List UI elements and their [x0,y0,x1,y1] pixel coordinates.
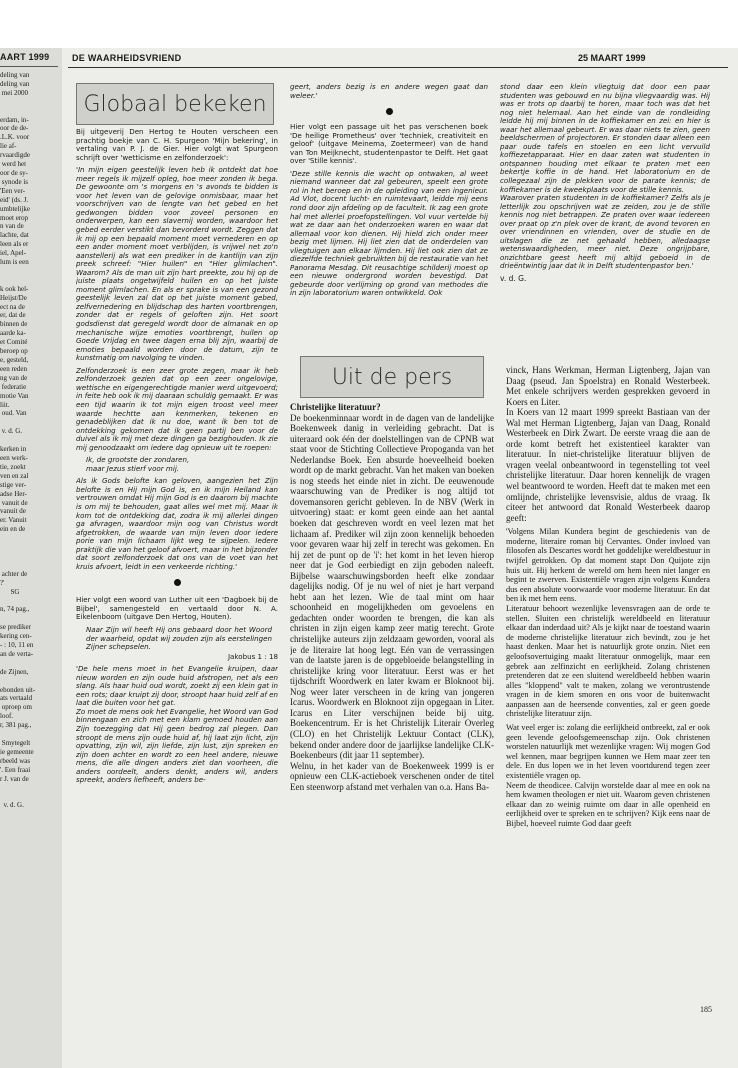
header-rule [68,67,728,68]
right-bottom-column [506,365,710,1005]
stille-kennis-quote-continuation: stond daar een klein vliegtuig dat door een paar studenten was gebouwd en nu bijna vliegvaardig was. Hij was er trots op daarbij te horen, maar toch was dat het nog niet helemaal. Aan het einde van de rondleiding leidde hij mij binnen in de koffiekamer en zei: en hier is waar het allemaal gebeurt. Er was daar niets te zien, geen beeldschermen of projectoren. Er stonden daar alleen een paar oude tafels en stoelen en een licht vervuild koffiezetapparaat. Hier en daar zaten wat studenten in ontspannen houding met elkaar te praten met een bekertje koffie in de hand. Het laboratorium en de collegezaal zijn de plekken voor de parate kennis; de koffiekamer is de kweekplaats voor de stille kennis. Waarover praten studenten in de koffiekamer? Zelfs als je letterlijk zou opschrijven wat ze zeiden, zou je de stille kennis nog niet betrappen. Ze praten over waar iedereen over praat op z'n plek over de krant, de avond tevoren en over vriendinnen en vrienden, over de studie en de uitslagen die ze net gehaald hebben, alledaagse wetenswaardigheden, meer niet. Deze ongrijpbare, onzichtbare geest heeft mij altijd geboeid in de drieëntwintig jaar dat ik in Delft studentenpastor ben.' [500,83,710,271]
section-separator-dot [174,579,181,586]
publication-name: DE WAARHEIDSVRIEND [72,53,182,63]
westerbeek-quote-tail: Wat veel erger is: zolang die eerlijkheid ontbreekt, zal er ook geen levende geloofsgemeenschap zijn. Ook christenen worstelen natuurlijk met wezenlijke vragen: Wij mogen God wel kennen, maar begrijpen kunnen we Hem maar zeer ten dele. En dus lopen we in het leven voortdurend tegen zeer existentiële vragen op. Neem de theodicee. Calvijn worstelde daar al mee en ook na hem kwamen theologen er niet uit. Waarom geven christenen elkaar dan zo weinig ruimte om daar in alle openheid en eerlijkheid over te spreken en te schrijven? Kijk eens naar de Bijbel, hoeveel ruimte God daar geeft [506,723,710,829]
section-separator-dot [386,108,393,115]
luther-verse: Naar Zijn wil heeft Hij ons gebaard door het Woord der waarheid, opdat wij zouden zijn als eerstelingen Zijner schepselen. [86,624,272,652]
globaal-bekeken-title: Globaal bekeken [76,83,274,125]
westerbeek-quote: 'Volgens Milan Kundera begint de geschiedenis van de moderne, literaire roman bij Cervantes. Onder invloed van filosofen als Descartes wordt het goddelijke wereldbestuur in twijfel getrokken. Op dat moment stapt Don Quijote zijn huis uit. Hij herkent de wereld om hem heen niet langer en begint te zwerven. Existentiële vragen zijn volgens Kundera dus een absolute voorwaarde voor moderne literatuur. En dat ben ik met hem eens. Literatuur behoort wezenlijke levensvragen aan de orde te stellen. Sluiten een christelijk wereldbeeld en literatuur elkaar dan inderdaad uit? Als je kijkt naar de toestand waarin de moderne christelijke literatuur zich bevindt, zou je het haast denken. Maar het is natuurlijk grote onzin. Niet een geloofsovertuiging maakt literatuur onmogelijk, maar een gebrek aan zelfinzicht en eerlijkheid. Zolang christenen pretenderen dat ze een sluitend wereldbeeld hebben waarin alles "kloppend" valt te maken, zolang we verontrustende vragen in de kiem smoren en ons voor de buitenwacht aanpassen aan de heersende conventies, zal er geen goede christelijke literatuur zijn. [506,527,710,719]
luther-verse-reference: Jakobus 1 : 18 [227,651,278,661]
previous-page-rule [0,66,58,67]
globaal-column [76,128,278,1008]
luther-intro: Hier volgt een woord van Luther uit een 'Dagboek bij de Bijbel', samengesteld en vertaald door N. A. Eikelenboom (uitgave Den Hertog, Houten). [76,595,278,622]
uit-de-pers-column [290,402,494,1007]
article-continuation: vinck, Hans Werkman, Herman Ligtenberg, Jajan van Daag (pseud. Jan Spoelstra) en Ronald Westerbeek. Met enkele schrijvers werden gesprekken gevoerd in Koers en Liter. In Koers van 12 maart 1999 spreekt Bastiaan van der Wal met Herman Ligtenberg, Jajan van Daag, Ronald Westerbeek en Dirk Zwart. De eerste vraag die aan de orde komt betreft het existentieel karakter van literatuur. In niet-christelijke literatuur blijven de vragen veelal onbeantwoord in tegenstelling tot veel christelijke literatuur. Daar horen kennelijk de vragen wel beantwoord te worden. Heeft dat te maken met een omlijnde, christelijke levensvisie, aldus de vraag. Ik citeer het antwoord dat Ronald Westerbeek daarop geeft: [506,365,710,523]
stille-kennis-quote: 'Deze stille kennis die wacht op ontwaken, al weet niemand wanneer dat zal gebeuren, speelt een grote rol in het beroep en in de opleiding van een ingenieur. Ad Vlot, docent lucht- en ruimtevaart, leidde mij eens rond door zijn afdeling op de faculteit. Ik zag een grote hal met allerlei proefopstellingen. Vol vuur vertelde hij wat ze daar aan het onderzoeken waren en waar dat allemaal voor kon dienen. Hij hield zich onder meer bezig met lijmen. Hij liet zien dat de onderdelen van vliegtuigen aan elkaar lijmden. Hij liet ook zien dat ze diezelfde techniek gebruikten bij de restauratie van het Panorama Mesdag. Dit reusachtige schilderij moest op een nieuwe ondergrond worden bevestigd. Dat gebeurde door verlijming op grond van methodes die in zijn laboratorium waren ontwikkeld. Ook [290,168,488,298]
right-top-column [500,83,710,351]
author-signature: v. d. G. [500,274,527,284]
previous-page-date: AART 1999 [0,52,50,62]
page-number: 185 [700,1005,712,1014]
article-body: De boekenminnaar wordt in de dagen van de landelijke Boekenweek danig in verleiding gebracht. Dat is uiteraard ook één der doelstellingen van de CPNB wat staat voor de Stichting Collectieve Propoganda van het Nederlandse Boek. Een absurde hoeveelheid boeken wordt op de markt gebracht. Van het maken van boeken is nog steeds het einde niet in zicht. De eeuwenoude waarschuwing van de Prediker is nog altijd tot dovemansoren gericht gebleven. In de NBV (Werk in uitvoering) staat: er komt geen einde aan het aantal boeken dat geschreven wordt en veel lezen mat het lichaam af. Prediker wil zijn zoon kennelijk behoeden voor gevaren waar hij zelf in terecht was gekomen. En hij zet de punt op de 'i': het komt in het leven hierop neer dat je God eerbiedigt en zijn geboden naleeft. Bijbelse waarschuwingsborden heeft elke zondaar dagelijks nodig. Of je nu wel of niet je hart verpand hebt aan het lezen. Wie de taal mint om haar schoonheid en mogelijkheden om gevoelens en gedachten onder woorden te brengen, die kan als christen in zijn eigen kamp zeer matig terecht. Grote christelijke auteurs zijn zeldzaam geworden, vooral als je de literaire lat hoog legt. Eén van de verrassingen van de laatste jaren is de opgebloeide belangstelling in christelijke kring voor literatuur. Eerst was er het tijdschrift Woordwerk en later kwam er Bloknoot bij. Nog weer later verscheen in de kring van jongeren Icarus. Woordwerk en Bloknoot zijn opgegaan in Liter. Icarus en Liter verschijnen beide bij uitg. Boekencentrum. Er is het Christelijk Literair Overleg (CLO) en het Christelijk Lektuur Contact (CLK), bekend onder andere door de jaarlijkse landelijke CLK-Boekenbeurs (dit jaar 11 september). Welnu, in het kader van de Boekenweek 1999 is er opnieuw een CLK-actieboek verschenen onder de titel Een steenworp afstand met verhalen van o.a. Hans Ba- [290,412,494,792]
spurgeon-verse: Ik, de grootste der zondaren, maar Jezus stierf voor mij. [86,455,190,473]
spurgeon-quote-part1: 'In mijn eigen geestelijk leven heb ik ontdekt dat hoe meer regels ik mijzelf opleg, hoe meer zonden ik bega. De gewoonte om 's morgens en 's avonds te bidden is voor het leven van de gelovige onmisbaar, maar het voorschrijven van de lengte van het gebed en het gedwongen bidden voor zoveel personen en onderwerpen, kan een slavernij worden, waardoor het gebed eerder verstikt dan bevorderd wordt. Zeggen dat ik mij op een bepaald moment moet vernederen en op een ander moment moet verblijden, is vrijwel net zo'n aanstellerij als wat een prediker in de kantlijn van zijn preek schreef: "Hier huilen" en "Hier glimlachen". Waarom? Als de man uit zijn hart preekte, zou hij op de juiste plaats ongetwijfeld huilen en op het juiste moment glimlachen. En als er sprake is van een gezond geestelijk leven zal dat op het juiste moment gebed, zelfvernedering en blijdschap des harten voortbrengen, zonder dat er regels of geloften zijn. Het soort godsdienst dat geregeld wordt door de almanak en op mechanische wijze emoties voortbrengt, huilen op Goede Vrijdag en twee dagen erna blij zijn, waarbij de emoties bepaald worden door de datum, zijn te kunstmatig om navolging te vinden. [76,165,278,363]
issue-date: 25 MAART 1999 [578,53,646,63]
spurgeon-quote-part2: Zelfonderzoek is een zeer grote zegen, maar ik heb zelfonderzoek gezien dat op een zeer ongelovige, wettische en eigengerechtigde manier werd uitgevoerd; in feite heb ook ik mij daaraan schuldig gemaakt. Er was een tijd waarin ik tot mijn eigen troost veel meer waarde hechtte aan kenmerken, tekenen en genadeblijken dat ik nu doe, want ik ben tot de ontdekking gekomen dat ik geen partij ben voor de duivel als ik mij met deze dingen ga bezighouden. Ik zie mij genoodzaakt om iedere dag opnieuw uit te roepen: [76,365,278,452]
luther-text: 'De hele mens moet in het Evangelie kruipen, daar nieuw worden en zijn oude huid afstropen, net als een slang. Als haar huid oud wordt, zoekt zij een klein gat in een rots; daar kruipt zij door, stroopt haar huid zelf af en laat die buiten voor het gat. Zo moet de mens ook het Evangelie, het Woord van God binnengaan en zich met een klam gemoed houden aan Zijn toezegging dat Hij geen bedrog zal plegen. Dan stroopt de mens zijn oude huid af, hij laat zijn licht, zijn opvatting, zijn wil, zijn liefde, zijn lust, zijn spreken en zijn doen achter en wordt zo een heel andere, nieuwe mens, die alle dingen anders ziet dan voorheen, die anders oordeelt, anders denkt, anders wil, anders spreekt, anders liefheeft, anders be- [76,664,278,785]
article-subheading: Christelijke literatuur? [290,402,381,412]
globaal-intro: Bij uitgeverij Den Hertog te Houten verscheen een prachtig boekje van C. H. Spurgeon 'Mijn bekering', in vertaling van P. J. de Gier. Hier volgt wat Spurgeon schrijft over 'wetticisme en zelfonderzoek': [76,128,278,162]
prometheus-intro: Hier volgt een passage uit het pas verschenen boek 'De heilige Prometheus' over 'techniek, creativiteit en geloof' (uitgave Meinema, Zoetermeer) van de hand van Ton Meijknecht, studentenpastor te Delft. Het gaat over 'Stille kennis'. [290,122,488,166]
middle-top-column [290,83,488,345]
luther-text-continuation: geert, anders bezig is en andere wegen gaat dan weleer.' [290,83,488,100]
spurgeon-quote-part3: Als ik Gods belofte kan geloven, aangezien het Zijn belofte is en Hij mijn God is, en ik mijn Heiland kan vertrouwen omdat Hij mijn God is en daarom bij machte is om mij te behouden, gaat alles wel met mij. Maar ik kom tot de ontdekking dat, zodra ik mij allerlei dingen ga afvragen, waardoor mijn oog van Christus wordt afgetrokken, de waarde van mijn leven door iedere porie van mijn lichaam lijkt weg te sijpelen. Iedere praktijk die van het geloof afvoert, maar in het bijzonder dat soort zelfonderzoek dat ons van de voet van het kruis afvoert, leidt in een verkeerde richting.' [76,476,278,571]
uit-de-pers-title: Uit de pers [300,356,484,398]
previous-page-column: deling van deling van mei 2000 erdam, in- oor de de- .L.K. voor lie af- rvaardigde werd het oor de sy- synode is 'Een ver- eid' (ds. J. umbtelijke moet erop n van de lachte, dat leen als er iel, Apel- lum is een k ook hel- Heijst/De ect na de er, dat de binnen de aarde ka- et Comité beroep op e, gesteld, een reden ng van de federatie motie Van liit. oud. Van v. d. G. kerken in een werk- tie, zoekt ven en zal stige ver- adse Her- vanuit de vanuit de er. Vanuit ein en de achter de ?' SG n, 74 pag., se prediker kering cen- - : 10, 11 en an de verta- de Zijnen, ebonden uit- ats vertaald oproep om loof. r, 381 pag., Smytegelt ie gemeente rbeeld was '. Een fraai r J. van de v. d. G. [0,71,36,810]
